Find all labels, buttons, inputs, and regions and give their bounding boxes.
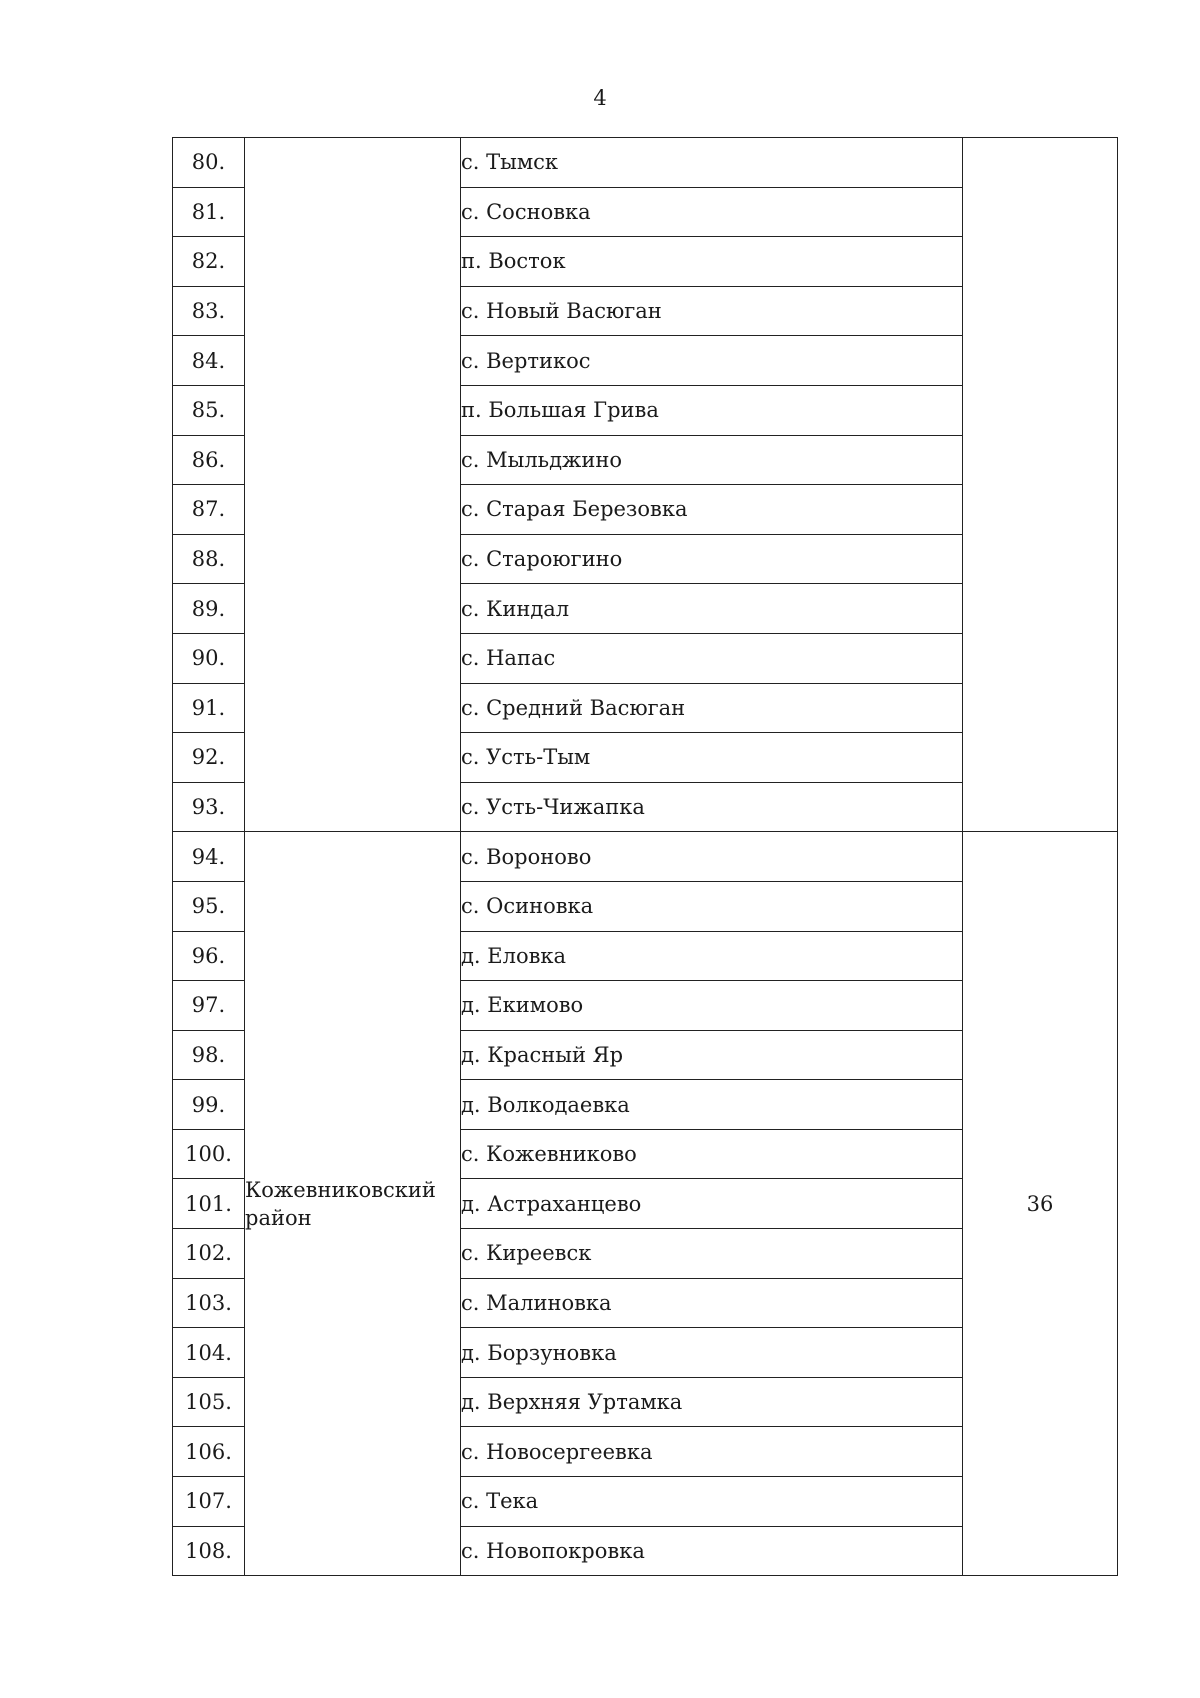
settlement-name: д. Борзуновка — [461, 1328, 963, 1378]
settlement-name: с. Вороново — [461, 832, 963, 882]
row-number: 108. — [173, 1526, 245, 1576]
row-number: 93. — [173, 782, 245, 832]
settlement-name: п. Большая Грива — [461, 385, 963, 435]
row-number: 86. — [173, 435, 245, 485]
row-number: 81. — [173, 187, 245, 237]
settlement-name: с. Новый Васюган — [461, 286, 963, 336]
row-number: 89. — [173, 584, 245, 634]
row-number: 94. — [173, 832, 245, 882]
row-number: 92. — [173, 733, 245, 783]
settlement-name: д. Красный Яр — [461, 1030, 963, 1080]
row-number: 105. — [173, 1377, 245, 1427]
settlement-name: с. Киреевск — [461, 1229, 963, 1279]
settlement-name: с. Усть-Тым — [461, 733, 963, 783]
row-number: 101. — [173, 1179, 245, 1229]
row-number: 80. — [173, 138, 245, 188]
settlements-table — [172, 137, 1118, 1576]
settlement-name: с. Тека — [461, 1477, 963, 1527]
settlement-name: д. Волкодаевка — [461, 1080, 963, 1130]
row-number: 82. — [173, 237, 245, 287]
district-name — [245, 138, 461, 832]
settlement-name: с. Киндал — [461, 584, 963, 634]
settlement-name: с. Напас — [461, 633, 963, 683]
settlement-name: с. Тымск — [461, 138, 963, 188]
settlement-name: с. Старая Березовка — [461, 485, 963, 535]
row-number: 97. — [173, 981, 245, 1031]
settlement-name: д. Астраханцево — [461, 1179, 963, 1229]
page-number: 4 — [593, 86, 607, 110]
settlements-table-body — [173, 138, 1118, 1576]
settlement-name: д. Екимово — [461, 981, 963, 1031]
row-number: 84. — [173, 336, 245, 386]
settlement-name: д. Верхняя Уртамка — [461, 1377, 963, 1427]
row-number: 107. — [173, 1477, 245, 1527]
settlement-name: с. Новосергеевка — [461, 1427, 963, 1477]
row-number: 85. — [173, 385, 245, 435]
table-row — [173, 138, 1118, 188]
district-count — [963, 138, 1118, 832]
table-row — [173, 832, 1118, 882]
settlement-name: с. Новопокровка — [461, 1526, 963, 1576]
row-number: 100. — [173, 1129, 245, 1179]
row-number: 96. — [173, 931, 245, 981]
settlement-name: с. Осиновка — [461, 881, 963, 931]
row-number: 102. — [173, 1229, 245, 1279]
settlement-name: с. Кожевниково — [461, 1129, 963, 1179]
row-number: 99. — [173, 1080, 245, 1130]
settlement-name: с. Усть-Чижапка — [461, 782, 963, 832]
row-number: 88. — [173, 534, 245, 584]
row-number: 103. — [173, 1278, 245, 1328]
district-count: 36 — [963, 832, 1118, 1576]
row-number: 106. — [173, 1427, 245, 1477]
row-number: 90. — [173, 633, 245, 683]
settlement-name: с. Сосновка — [461, 187, 963, 237]
row-number: 98. — [173, 1030, 245, 1080]
settlement-name: п. Восток — [461, 237, 963, 287]
settlement-name: с. Малиновка — [461, 1278, 963, 1328]
row-number: 83. — [173, 286, 245, 336]
row-number: 104. — [173, 1328, 245, 1378]
district-name: Кожевниковский район — [245, 832, 461, 1576]
row-number: 87. — [173, 485, 245, 535]
settlement-name: с. Мыльджино — [461, 435, 963, 485]
row-number: 95. — [173, 881, 245, 931]
settlement-name: д. Еловка — [461, 931, 963, 981]
row-number: 91. — [173, 683, 245, 733]
settlement-name: с. Староюгино — [461, 534, 963, 584]
settlement-name: с. Средний Васюган — [461, 683, 963, 733]
settlement-name: с. Вертикос — [461, 336, 963, 386]
